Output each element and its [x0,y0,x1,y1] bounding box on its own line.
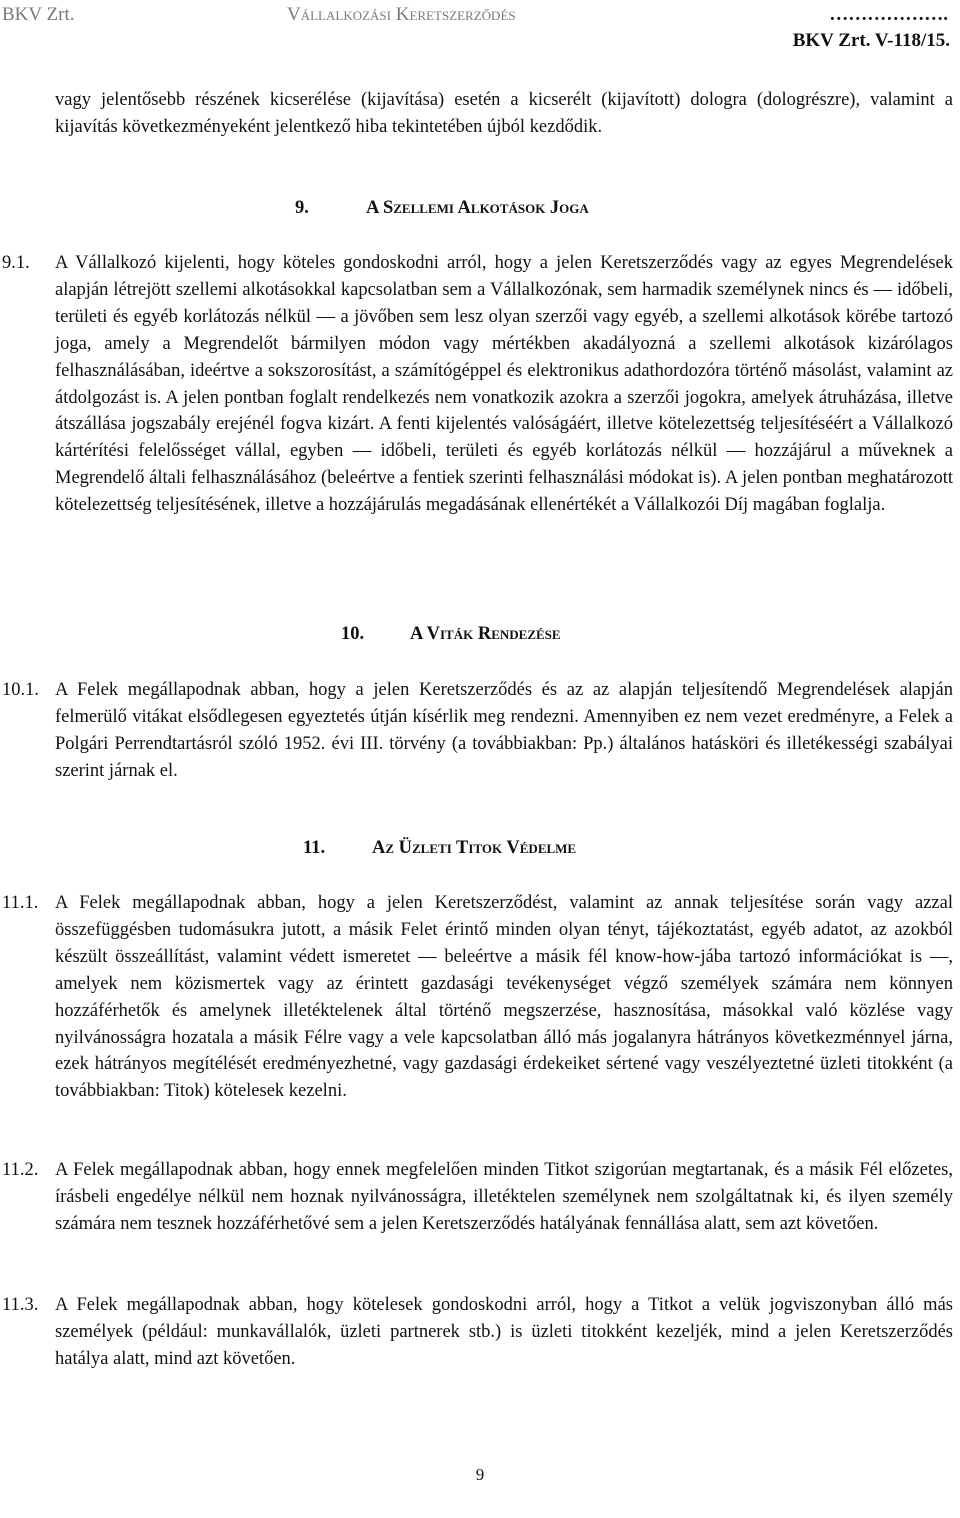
section-number: 10. [341,624,365,644]
clause-label: 9.1. [2,253,30,273]
header-dots: ………………. [829,4,948,25]
page-header [0,0,960,56]
clause-text: A Vállalkozó kijelenti, hogy köteles gondoskodni arról, hogy a jelen Keretszerződés vagy az egyes Megrendelések alapján létrejött szellemi alkotásokkal kapcsolatban sem a Vállalkozónak, sem harmadik személynek nincs és — időbeli, területi és egyéb korlátozás nélkül — a jövőben sem lesz olyan szerzői vagy egyéb, a szellemi alkotások körébe tartozó joga, amely a Megrendelőt bármilyen módon vagy mértékben akadályozná a szellemi alkotások kizárólagos felhasználásában, ideértve a sokszorosítást, a számítógéppel és elektronikus adathordozóra történő másolást, valamint az átdolgozást is. A jelen pontban foglalt rendelkezés nem vonatkozik azokra a szerzői jogokra, amelyek átruházása, illetve átszállása jogszabály erejénél fogva kizárt. A fenti kijelentés valóságáért, illetve kötelezettség teljesítéséért a Vállalkozó kártérítési felelősséget vállal, egyben — időbeli, területi és egyéb korlátozás nélkül — hozzájárul a műveknek a Megrendelő általi felhasználásához (beleértve a fentiek szerinti felhasználási módokat is). A jelen pontban meghatározott kötelezettség teljesítésének, illetve a hozzájárulás megadásának ellenértékét a Vállalkozói Díj magában foglalja. [55,253,953,516]
clause-label: 11.2. [2,1160,39,1180]
header-company: BKV Zrt. [2,4,75,25]
page-number: 9 [475,1465,485,1484]
intro-paragraph: vagy jelentősebb részének kicserélése (kijavítása) esetén a kicserélt (kijavított) dologra (dologrészre), valamint a kijavítás következményeként jelentkező hiba tekintetében újból kezdődik. [55,90,953,137]
section-title: A Szellemi Alkotások Joga [366,198,589,218]
clause-label: 11.1. [2,893,39,913]
clause-label: 11.3. [2,1295,39,1315]
clause-label: 10.1. [2,680,39,700]
header-reference: BKV Zrt. V-118/15. [792,30,950,51]
section-number: 9. [295,198,309,218]
section-title: A Viták Rendezése [410,624,561,644]
section-number: 11. [303,838,326,858]
clause-text: A Felek megállapodnak abban, hogy ennek megfelelően minden Titkot szigorúan megtartanak, és a másik Fél előzetes, írásbeli engedélye nélkül nem hoznak nyilvánosságra, illetéktelen személynek nem szolgáltatnak ki, és ilyen személy számára nem tesznek hozzáférhetővé sem a jelen Keretszerződés hatályának fennállása alatt, sem azt követően. [55,1160,953,1234]
clause-text: A Felek megállapodnak abban, hogy a jelen Keretszerződést, valamint az annak teljesítése során vagy azzal összefüggésben tudomásukra jutott, a másik Felet érintő minden olyan tényt, tájékoztatást, egyéb adatot, az azokból készült összeállítást, valamint védett ismeretet — beleértve a másik fél know-how-jába tartozó információkat is —, amelyek nem közismertek vagy az érintett gazdasági tevékenységet végző személyek számára nem könnyen hozzáférhetők és amelynek illetéktelenek által történő megszerzése, hasznosítása, másokkal való közlése vagy nyilvánosságra hozatala a másik Félre vagy a vele kapcsolatban álló más jogalanyra hátrányos következménnyel járna, ezek hátrányos megítélését eredményezhetné, vagy gazdasági érdekeiket sértené vagy veszélyeztetné üzleti titokként (a továbbiakban: Titok) kötelesek kezelni. [55,893,953,1102]
section-title: Az Üzleti Titok Védelme [372,838,577,858]
header-doc-title: Vállalkozási Keretszerződés [287,4,516,25]
clause-text: A Felek megállapodnak abban, hogy a jelen Keretszerződés és az az alapján teljesítendő Megrendelések alapján felmerülő vitákat elsődlegesen egyeztetés útján kísérlik meg rendezni. Amennyiben ez nem vezet eredményre, a Felek a Polgári Perrendtartásról szóló 1952. évi III. törvény (a továbbiakban: Pp.) általános hatásköri és illetékességi szabályai szerint járnak el. [55,680,953,781]
clause-text: A Felek megállapodnak abban, hogy kötelesek gondoskodni arról, hogy a Titkot a velük jogviszonyban álló más személyek (például: munkavállalók, üzleti partnerek stb.) is üzleti titokként kezeljék, mind a jelen Keretszerződés hatálya alatt, mind azt követően. [55,1295,953,1369]
